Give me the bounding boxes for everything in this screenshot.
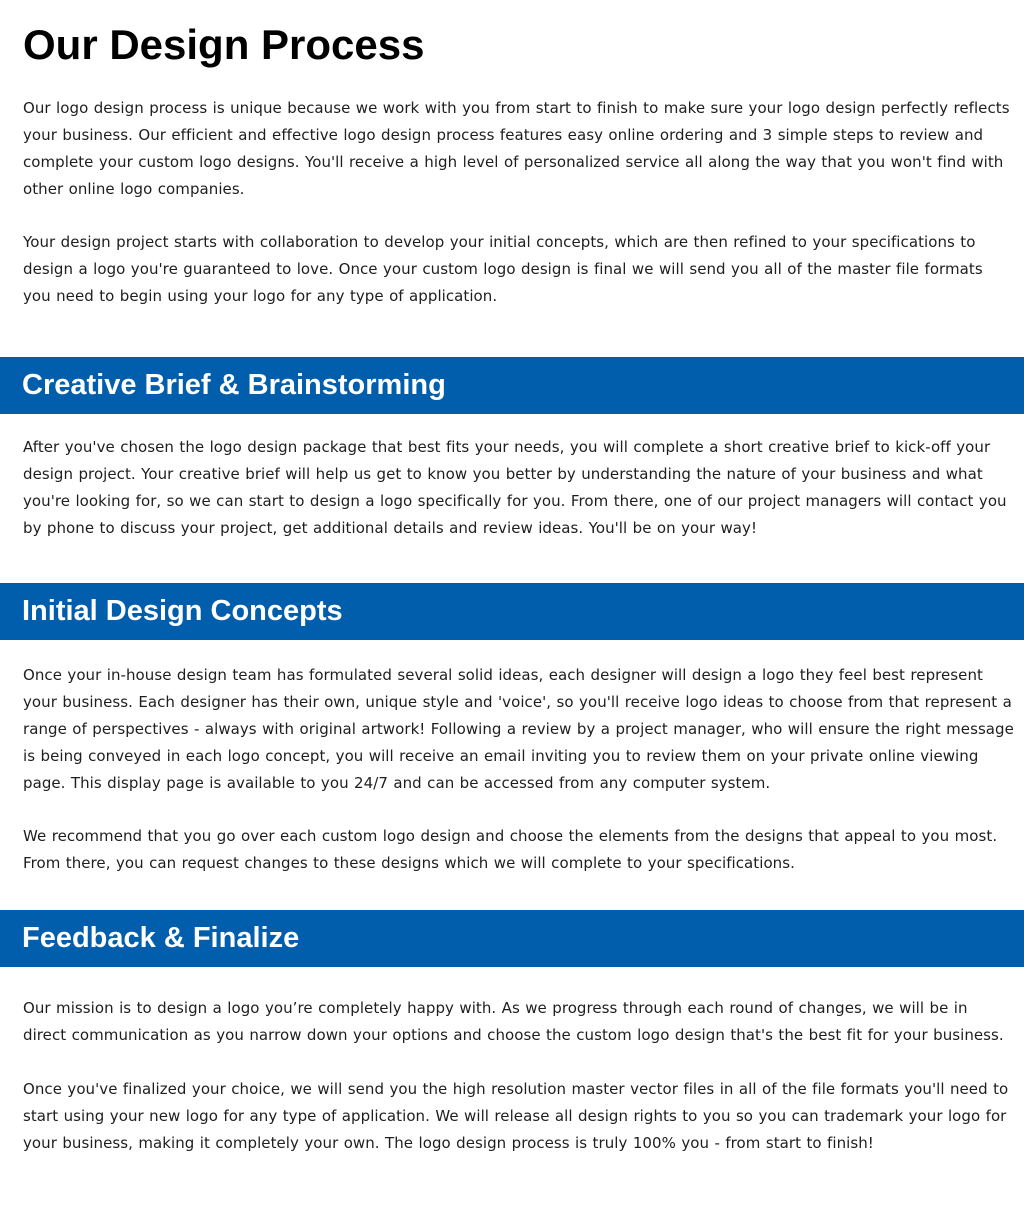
section-heading-creative-brief: Creative Brief & Brainstorming bbox=[22, 369, 446, 401]
feedback-paragraph-1: Our mission is to design a logo you’re completely happy with. As we progress through each round of changes, we will be in direct communication as you narrow down your options and choose the custom logo design that's the best fit for your business. bbox=[23, 999, 1004, 1044]
initial-concepts-paragraph-1: Once your in-house design team has formulated several solid ideas, each designer will design a logo they feel best represent your business. Each designer has their own, unique style and 'voice', so you'll receive logo ideas to choose from that represent a range of perspectives - always with original artwork! Following a review by a project manager, who will ensure the right message is being conveyed in each logo concept, you will receive an email inviting you to review them on your private online viewing page. This display page is available to you 24/7 and can be accessed from any computer system. bbox=[23, 666, 1014, 792]
intro-paragraph-1: Our logo design process is unique because we work with you from start to finish to make sure your logo design perfectly reflects your business. Our efficient and effective logo design process features easy online ordering and 3 simple steps to review and complete your custom logo designs. You'll receive a high level of personalized service all along the way that you won't find with other online logo companies. bbox=[23, 99, 1010, 198]
intro-paragraph-2: Your design project starts with collaboration to develop your initial concepts, which are then refined to your specifications to design a logo you're guaranteed to love. Once your custom logo design is final we will send you all of the master file formats you need to begin using your logo for any type of application. bbox=[23, 233, 983, 305]
section-header-feedback-finalize bbox=[0, 910, 1024, 967]
section-header-creative-brief bbox=[0, 357, 1024, 414]
feedback-paragraph-2: Once you've finalized your choice, we will send you the high resolution master vector files in all of the file formats you'll need to start using your new logo for any type of application. We will release all design rights to you so you can trademark your logo for your business, making it completely your own. The logo design process is truly 100% you - from start to finish! bbox=[23, 1080, 1009, 1152]
initial-concepts-paragraph-2: We recommend that you go over each custom logo design and choose the elements from the designs that appeal to you most. From there, you can request changes to these designs which we will complete to your specifications. bbox=[23, 827, 998, 872]
section-heading-initial-concepts: Initial Design Concepts bbox=[22, 595, 343, 627]
creative-brief-paragraph-1: After you've chosen the logo design package that best fits your needs, you will complete a short creative brief to kick-off your design project. Your creative brief will help us get to know you better by understanding the nature of your business and what you're looking for, so we can start to design a logo specifically for you. From there, one of our project managers will contact you by phone to discuss your project, get additional details and review ideas. You'll be on your way! bbox=[23, 438, 1007, 537]
section-heading-feedback-finalize: Feedback & Finalize bbox=[22, 922, 300, 954]
section-header-initial-concepts bbox=[0, 583, 1024, 640]
page-title: Our Design Process bbox=[23, 21, 425, 68]
